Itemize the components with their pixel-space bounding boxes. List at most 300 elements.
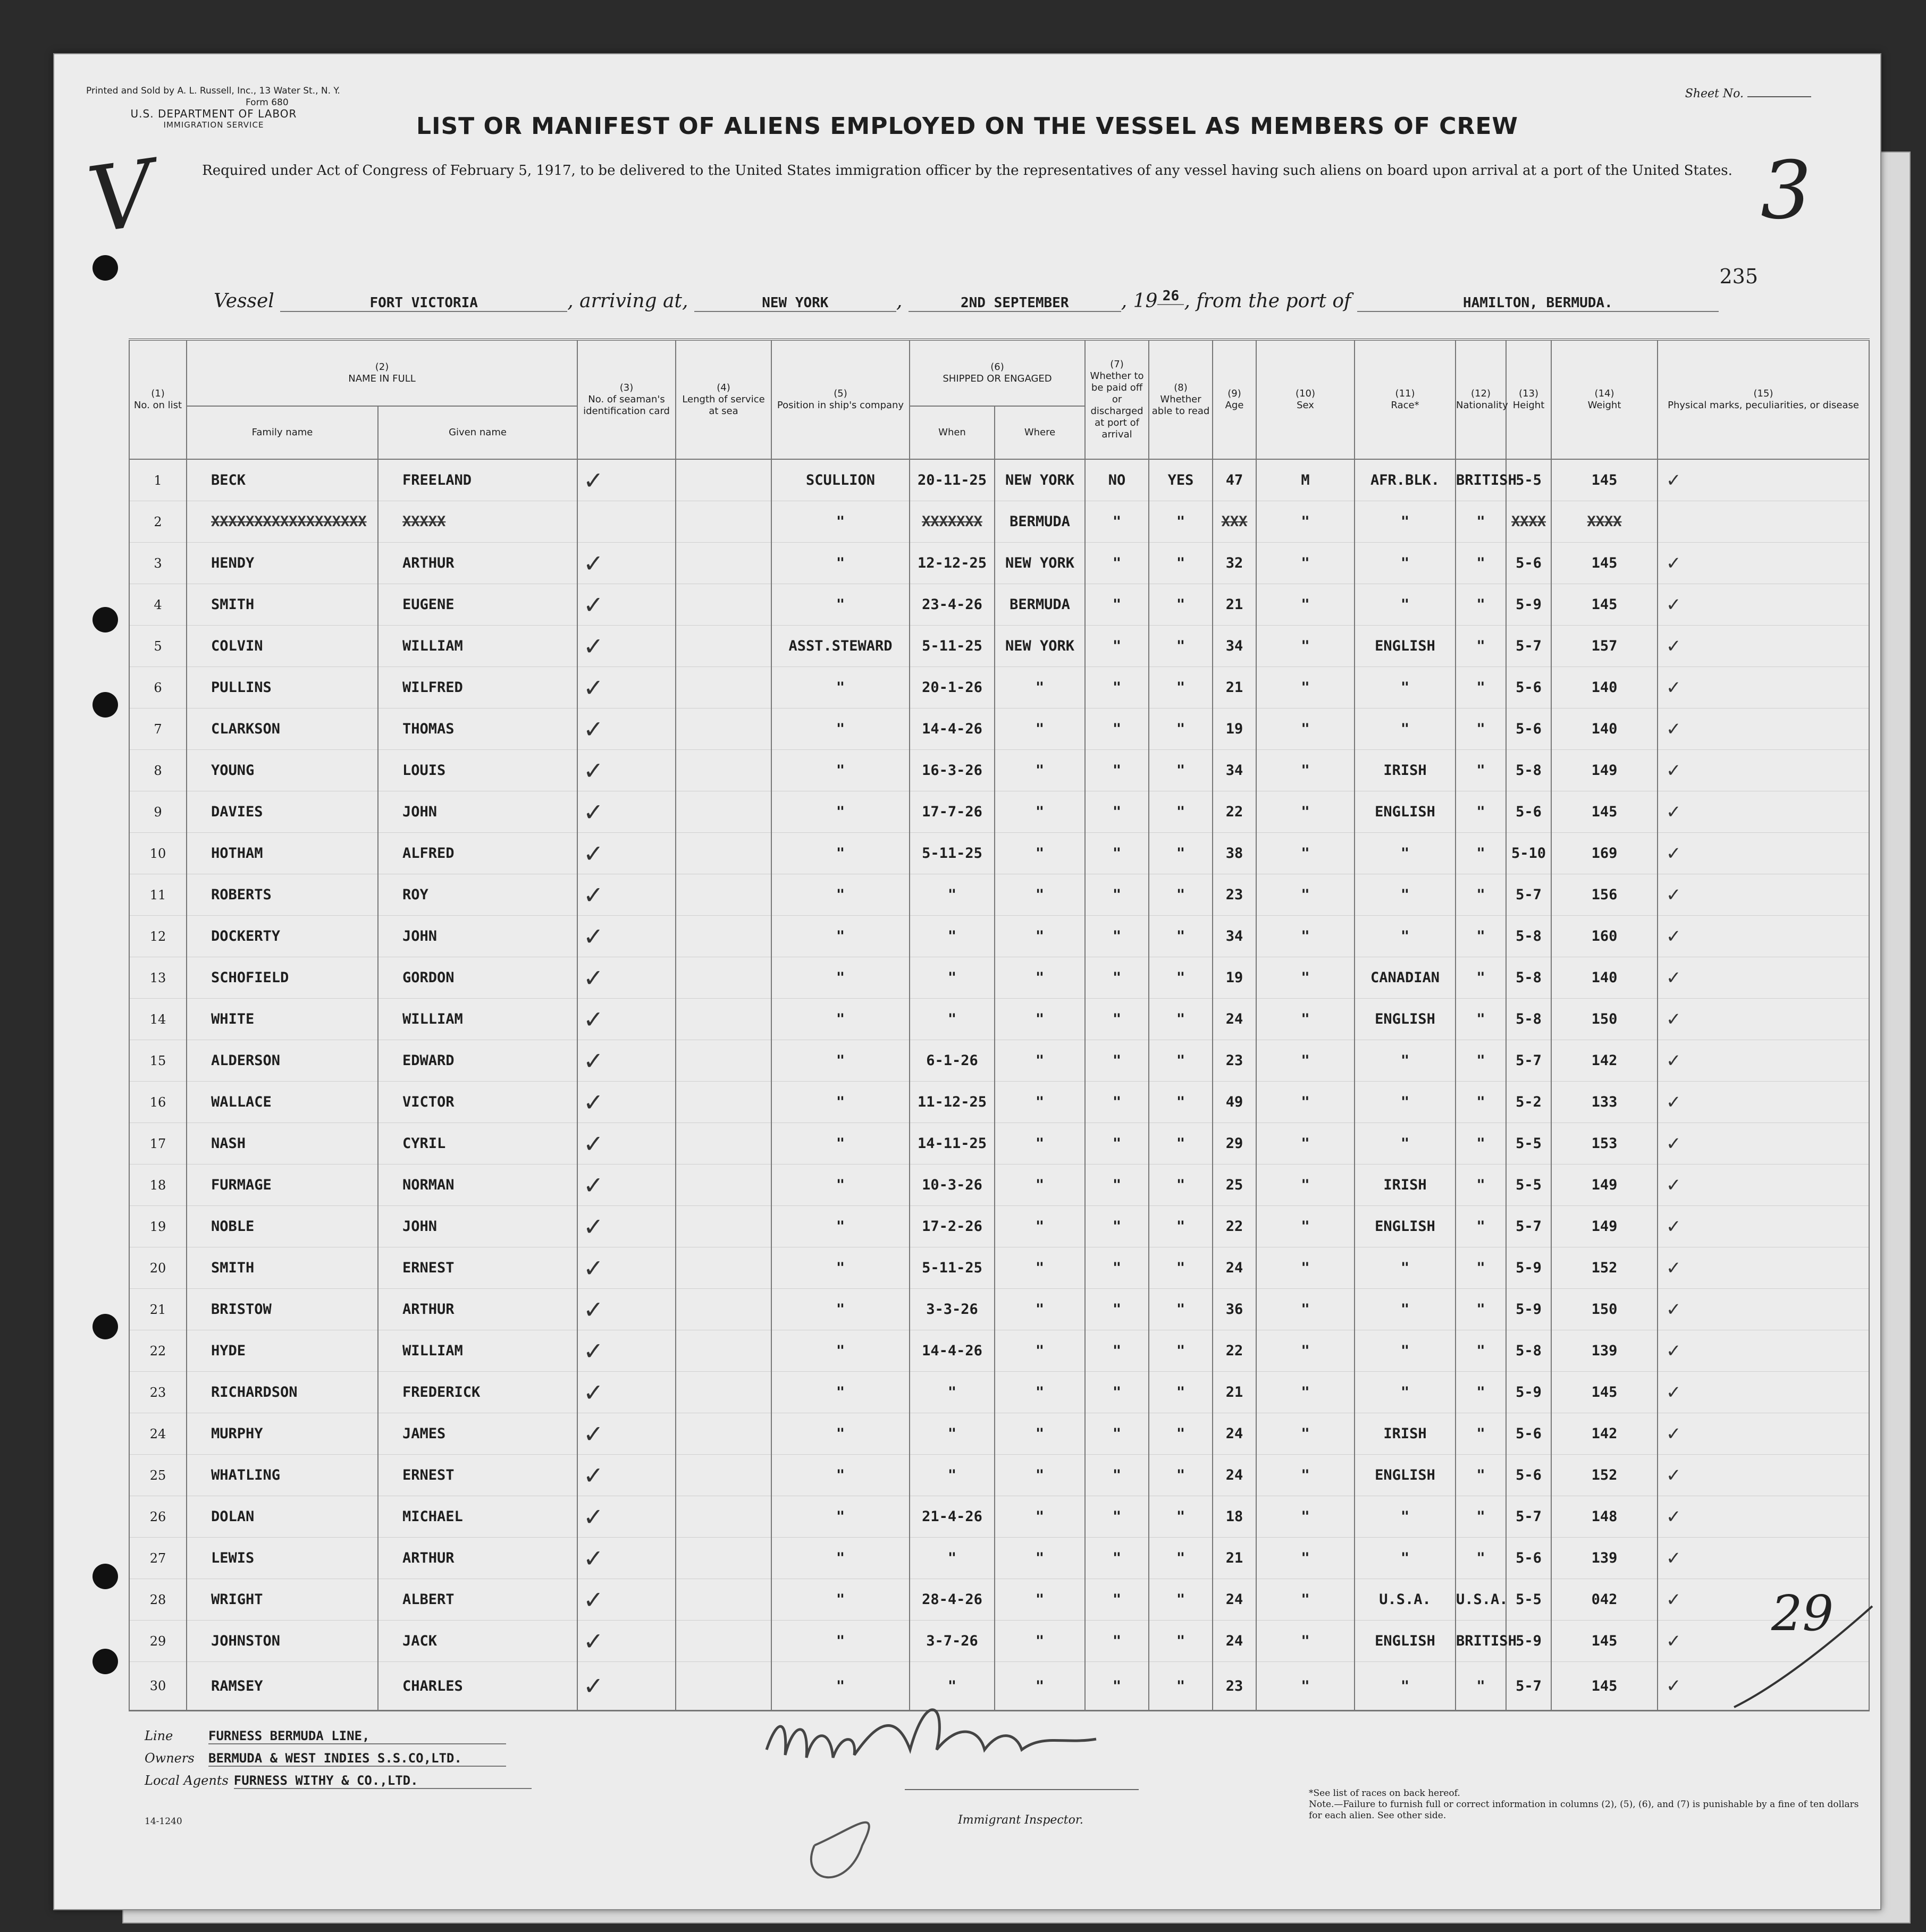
physical-marks-cell — [1658, 501, 1869, 543]
row-number-cell: 3 — [129, 543, 187, 584]
height-cell: 5-9 — [1506, 1247, 1551, 1289]
voyage-line: Vessel FORT VICTORIA , arriving at, NEW YORK , 2ND SEPTEMBER , 19 26 , from the port of HAMILTON, BERMUDA. — [214, 288, 1719, 312]
family-name-cell: HENDY — [187, 543, 378, 584]
height-cell: 5-6 — [1506, 708, 1551, 750]
table-row — [129, 459, 1869, 501]
able-to-read-cell: " — [1149, 1662, 1213, 1711]
paid-off-cell: " — [1085, 1040, 1149, 1082]
page-subtitle: Required under Act of Congress of February 5, 1917, to be delivered to the United States immigration officer by the representatives of any vessel having such aliens on board upon arrival at a port of the United States. — [202, 163, 1732, 179]
nationality-cell: " — [1456, 1330, 1506, 1372]
line-value: FURNESS BERMUDA LINE, — [208, 1728, 506, 1744]
table-row — [129, 1413, 1869, 1455]
owners-value: BERMUDA & WEST INDIES S.S.CO,LTD. — [208, 1751, 506, 1767]
age-cell: 24 — [1213, 1579, 1256, 1621]
height-cell: 5-5 — [1506, 1123, 1551, 1165]
weight-cell: 169 — [1551, 833, 1658, 874]
race-cell: " — [1355, 1289, 1456, 1330]
sex-cell: " — [1256, 1579, 1355, 1621]
height-cell: 5-8 — [1506, 957, 1551, 999]
physical-marks-cell: ✓ — [1658, 1330, 1869, 1372]
col-header-position: (5) Position in ship's company — [771, 340, 910, 459]
shipped-where-cell: " — [995, 1289, 1085, 1330]
col-header-name: (2) NAME IN FULL — [187, 340, 577, 406]
paid-off-cell: " — [1085, 1662, 1149, 1711]
given-name-cell: WILFRED — [378, 667, 577, 708]
punch-hole — [92, 607, 118, 632]
service-length-cell — [676, 1206, 771, 1247]
service-length-cell — [676, 874, 771, 916]
shipped-where-cell: " — [995, 667, 1085, 708]
col-header-paid-off: (7) Whether to be paid off or discharged at port of arrival — [1085, 340, 1149, 459]
family-name-cell: ALDERSON — [187, 1040, 378, 1082]
shipped-where-cell: " — [995, 791, 1085, 833]
given-name-cell: JACK — [378, 1621, 577, 1662]
able-to-read-cell: " — [1149, 1206, 1213, 1247]
position-cell: " — [771, 1538, 910, 1579]
nationality-cell: " — [1456, 1165, 1506, 1206]
age-cell: 24 — [1213, 1621, 1256, 1662]
shipped-where-cell: " — [995, 1330, 1085, 1372]
from-label: , from the port of — [1184, 290, 1351, 312]
family-name-cell: HOTHAM — [187, 833, 378, 874]
physical-marks-cell: ✓ — [1658, 584, 1869, 626]
shipped-when-cell: " — [910, 1538, 995, 1579]
family-name-cell: MURPHY — [187, 1413, 378, 1455]
row-number-cell: 11 — [129, 874, 187, 916]
row-number-cell: 13 — [129, 957, 187, 999]
service-length-cell — [676, 543, 771, 584]
service-length-cell — [676, 708, 771, 750]
service-length-cell — [676, 957, 771, 999]
sex-cell: " — [1256, 1082, 1355, 1123]
family-name-cell: WHITE — [187, 999, 378, 1040]
printer-line: Printed and Sold by A. L. Russell, Inc., 13 Water St., N. Y. — [86, 86, 340, 96]
age-cell: 23 — [1213, 1662, 1256, 1711]
weight-cell: 145 — [1551, 584, 1658, 626]
height-cell: 5-2 — [1506, 1082, 1551, 1123]
shipped-where-cell: " — [995, 1662, 1085, 1711]
nationality-cell: " — [1456, 1662, 1506, 1711]
service-length-cell — [676, 999, 771, 1040]
family-name-cell: DOLAN — [187, 1496, 378, 1538]
height-cell: 5-8 — [1506, 1330, 1551, 1372]
handwritten-total-stroke — [1729, 1585, 1878, 1718]
owners-label: Owners — [145, 1751, 195, 1766]
id-card-check-cell: ✓ — [577, 1206, 676, 1247]
physical-marks-cell: ✓ — [1658, 1082, 1869, 1123]
physical-marks-cell: ✓ — [1658, 1662, 1869, 1711]
col-header-given-name: Given name — [378, 406, 577, 459]
paid-off-cell: " — [1085, 1413, 1149, 1455]
weight-cell: 142 — [1551, 1413, 1658, 1455]
paid-off-cell: " — [1085, 750, 1149, 791]
family-name-cell: SCHOFIELD — [187, 957, 378, 999]
paid-off-cell: " — [1085, 833, 1149, 874]
weight-cell: 152 — [1551, 1247, 1658, 1289]
service-length-cell — [676, 1040, 771, 1082]
id-card-check-cell: ✓ — [577, 459, 676, 501]
race-cell: " — [1355, 1247, 1456, 1289]
weight-cell: 145 — [1551, 1662, 1658, 1711]
height-cell: 5-8 — [1506, 750, 1551, 791]
shipped-where-cell: " — [995, 1538, 1085, 1579]
id-card-check-cell: ✓ — [577, 1496, 676, 1538]
row-number-cell: 8 — [129, 750, 187, 791]
family-name-cell: YOUNG — [187, 750, 378, 791]
col-header-sex: (10) Sex — [1256, 340, 1355, 459]
weight-cell: 133 — [1551, 1082, 1658, 1123]
able-to-read-cell: " — [1149, 999, 1213, 1040]
able-to-read-cell: " — [1149, 1165, 1213, 1206]
position-cell: " — [771, 1372, 910, 1413]
shipped-where-cell: " — [995, 1621, 1085, 1662]
col-header-shipped: (6) SHIPPED OR ENGAGED — [910, 340, 1085, 406]
age-cell: 49 — [1213, 1082, 1256, 1123]
family-name-cell: SMITH — [187, 584, 378, 626]
paid-off-cell: " — [1085, 584, 1149, 626]
able-to-read-cell: " — [1149, 1289, 1213, 1330]
failure-note: Note.—Failure to furnish full or correct information in columns (2), (5), (6), and (7) is punishable by a fine of ten dollars for each alien. See other side. — [1309, 1799, 1859, 1821]
service-length-cell — [676, 626, 771, 667]
height-cell: 5-6 — [1506, 667, 1551, 708]
weight-cell: 156 — [1551, 874, 1658, 916]
position-cell: " — [771, 1123, 910, 1165]
physical-marks-cell: ✓ — [1658, 1247, 1869, 1289]
table-row — [129, 791, 1869, 833]
weight-cell: 160 — [1551, 916, 1658, 957]
arrival-port: NEW YORK — [694, 295, 896, 312]
id-card-check-cell: ✓ — [577, 1455, 676, 1496]
race-cell: IRISH — [1355, 1413, 1456, 1455]
service-length-cell — [676, 1372, 771, 1413]
weight-cell: 139 — [1551, 1330, 1658, 1372]
paid-off-cell: " — [1085, 1206, 1149, 1247]
height-cell: 5-9 — [1506, 584, 1551, 626]
sex-cell: " — [1256, 501, 1355, 543]
shipped-where-cell: " — [995, 1165, 1085, 1206]
race-cell: " — [1355, 543, 1456, 584]
position-cell: " — [771, 874, 910, 916]
age-cell: 21 — [1213, 584, 1256, 626]
physical-marks-cell: ✓ — [1658, 1621, 1869, 1662]
nationality-cell: " — [1456, 1496, 1506, 1538]
sex-cell: " — [1256, 1206, 1355, 1247]
age-cell: 21 — [1213, 1538, 1256, 1579]
physical-marks-cell: ✓ — [1658, 1413, 1869, 1455]
handwritten-mark-left: V — [81, 140, 161, 254]
shipped-when-cell: 20-1-26 — [910, 667, 995, 708]
shipped-when-cell: 17-2-26 — [910, 1206, 995, 1247]
vessel-label: Vessel — [214, 290, 274, 312]
line-row — [145, 1728, 532, 1751]
physical-marks-cell: ✓ — [1658, 1579, 1869, 1621]
shipped-when-cell: 5-11-25 — [910, 833, 995, 874]
able-to-read-cell: " — [1149, 1579, 1213, 1621]
shipped-when-cell: 21-4-26 — [910, 1496, 995, 1538]
id-card-check-cell: ✓ — [577, 999, 676, 1040]
departure-port: HAMILTON, BERMUDA. — [1357, 295, 1719, 312]
paid-off-cell: " — [1085, 1538, 1149, 1579]
col-header-family-name: Family name — [187, 406, 378, 459]
row-number-cell: 29 — [129, 1621, 187, 1662]
service-length-cell — [676, 1082, 771, 1123]
col-header-marks: (15) Physical marks, peculiarities, or disease — [1658, 340, 1869, 459]
sex-cell: " — [1256, 1165, 1355, 1206]
service-length-cell — [676, 1123, 771, 1165]
weight-cell: 152 — [1551, 1455, 1658, 1496]
shipped-when-cell: " — [910, 1455, 995, 1496]
given-name-cell: ARTHUR — [378, 1538, 577, 1579]
given-name-cell: JOHN — [378, 1206, 577, 1247]
id-card-check-cell: ✓ — [577, 1123, 676, 1165]
age-cell: 32 — [1213, 543, 1256, 584]
col-header-number: (1) No. on list — [129, 340, 187, 459]
weight-cell: 042 — [1551, 1579, 1658, 1621]
given-name-cell: LOUIS — [378, 750, 577, 791]
shipped-when-cell: 3-3-26 — [910, 1289, 995, 1330]
handwritten-mark-right: 3 — [1761, 145, 1812, 237]
nationality-cell: " — [1456, 1455, 1506, 1496]
given-name-cell: WILLIAM — [378, 1330, 577, 1372]
row-number-cell: 14 — [129, 999, 187, 1040]
weight-cell: 150 — [1551, 1289, 1658, 1330]
able-to-read-cell: " — [1149, 543, 1213, 584]
able-to-read-cell: YES — [1149, 459, 1213, 501]
shipped-when-cell: " — [910, 1372, 995, 1413]
given-name-cell: WILLIAM — [378, 626, 577, 667]
shipped-where-cell: " — [995, 957, 1085, 999]
service-length-cell — [676, 667, 771, 708]
given-name-cell: EUGENE — [378, 584, 577, 626]
given-name-cell: EDWARD — [378, 1040, 577, 1082]
age-cell: 23 — [1213, 1040, 1256, 1082]
able-to-read-cell: " — [1149, 916, 1213, 957]
service-length-cell — [676, 1621, 771, 1662]
shipped-where-cell: BERMUDA — [995, 584, 1085, 626]
sex-cell: " — [1256, 667, 1355, 708]
race-cell: " — [1355, 1082, 1456, 1123]
weight-cell: XXXX — [1551, 501, 1658, 543]
position-cell: " — [771, 1413, 910, 1455]
weight-cell: 140 — [1551, 957, 1658, 999]
shipped-where-cell: " — [995, 1040, 1085, 1082]
physical-marks-cell: ✓ — [1658, 999, 1869, 1040]
able-to-read-cell: " — [1149, 584, 1213, 626]
id-card-check-cell: ✓ — [577, 750, 676, 791]
able-to-read-cell: " — [1149, 957, 1213, 999]
age-cell: 24 — [1213, 1413, 1256, 1455]
position-cell: " — [771, 1247, 910, 1289]
shipped-where-cell: " — [995, 1579, 1085, 1621]
shipped-when-cell: 12-12-25 — [910, 543, 995, 584]
physical-marks-cell: ✓ — [1658, 1289, 1869, 1330]
table-row — [129, 1165, 1869, 1206]
manifest-rows — [129, 459, 1869, 1711]
height-cell: XXXX — [1506, 501, 1551, 543]
row-number-cell: 30 — [129, 1662, 187, 1711]
paid-off-cell: " — [1085, 1082, 1149, 1123]
height-cell: 5-5 — [1506, 459, 1551, 501]
table-row — [129, 708, 1869, 750]
form-line: Form 680 — [246, 97, 289, 108]
shipped-when-cell: 17-7-26 — [910, 791, 995, 833]
age-cell: 24 — [1213, 999, 1256, 1040]
page-number: 235 — [1719, 265, 1758, 288]
physical-marks-cell: ✓ — [1658, 1040, 1869, 1082]
paid-off-cell: " — [1085, 999, 1149, 1040]
given-name-cell: GORDON — [378, 957, 577, 999]
position-cell: " — [771, 791, 910, 833]
shipped-where-cell: " — [995, 1372, 1085, 1413]
physical-marks-cell: ✓ — [1658, 874, 1869, 916]
service-length-cell — [676, 1538, 771, 1579]
race-cell: " — [1355, 501, 1456, 543]
shipped-where-cell: " — [995, 750, 1085, 791]
paid-off-cell: " — [1085, 1579, 1149, 1621]
given-name-cell: CYRIL — [378, 1123, 577, 1165]
id-card-check-cell: ✓ — [577, 916, 676, 957]
weight-cell: 145 — [1551, 1621, 1658, 1662]
service-length-cell — [676, 584, 771, 626]
position-cell: " — [771, 1662, 910, 1711]
sheet-number — [1685, 87, 1811, 100]
punch-hole — [92, 1564, 118, 1589]
height-cell: 5-7 — [1506, 1040, 1551, 1082]
given-name-cell: ARTHUR — [378, 1289, 577, 1330]
age-cell: XXX — [1213, 501, 1256, 543]
physical-marks-cell: ✓ — [1658, 957, 1869, 999]
sex-cell: " — [1256, 791, 1355, 833]
punch-hole — [92, 1649, 118, 1674]
nationality-cell: U.S.A. — [1456, 1579, 1506, 1621]
race-cell: ENGLISH — [1355, 1206, 1456, 1247]
family-name-cell: PULLINS — [187, 667, 378, 708]
height-cell: 5-6 — [1506, 1538, 1551, 1579]
id-card-check-cell: ✓ — [577, 957, 676, 999]
physical-marks-cell: ✓ — [1658, 1372, 1869, 1413]
nationality-cell: " — [1456, 543, 1506, 584]
height-cell: 5-10 — [1506, 833, 1551, 874]
race-cell: " — [1355, 667, 1456, 708]
table-row — [129, 1247, 1869, 1289]
height-cell: 5-5 — [1506, 1579, 1551, 1621]
shipped-when-cell: 10-3-26 — [910, 1165, 995, 1206]
vessel-name: FORT VICTORIA — [280, 295, 567, 312]
physical-marks-cell: ✓ — [1658, 543, 1869, 584]
position-cell: " — [771, 1082, 910, 1123]
nationality-cell: " — [1456, 667, 1506, 708]
paid-off-cell: " — [1085, 1621, 1149, 1662]
position-cell: " — [771, 667, 910, 708]
paid-off-cell: " — [1085, 1289, 1149, 1330]
shipped-when-cell: " — [910, 1662, 995, 1711]
height-cell: 5-6 — [1506, 791, 1551, 833]
given-name-cell: JOHN — [378, 791, 577, 833]
weight-cell: 142 — [1551, 1040, 1658, 1082]
department-name: U.S. DEPARTMENT OF LABOR — [130, 107, 297, 120]
given-name-cell: ERNEST — [378, 1247, 577, 1289]
inspector-signature — [735, 1670, 1213, 1893]
shipped-when-cell: 14-11-25 — [910, 1123, 995, 1165]
nationality-cell: " — [1456, 1289, 1506, 1330]
able-to-read-cell: " — [1149, 1330, 1213, 1372]
age-cell: 36 — [1213, 1289, 1256, 1330]
shipped-when-cell: " — [910, 1413, 995, 1455]
physical-marks-cell: ✓ — [1658, 708, 1869, 750]
family-name-cell: ROBERTS — [187, 874, 378, 916]
agents-label: Local Agents — [145, 1773, 229, 1788]
position-cell: " — [771, 916, 910, 957]
table-row — [129, 1206, 1869, 1247]
row-number-cell: 10 — [129, 833, 187, 874]
given-name-cell: FREELAND — [378, 459, 577, 501]
sheet-number-label: Sheet No. — [1685, 87, 1744, 100]
position-cell: SCULLION — [771, 459, 910, 501]
shipped-where-cell: " — [995, 1082, 1085, 1123]
able-to-read-cell: " — [1149, 874, 1213, 916]
page-title: LIST OR MANIFEST OF ALIENS EMPLOYED ON THE VESSEL AS MEMBERS OF CREW — [416, 113, 1518, 140]
height-cell: 5-5 — [1506, 1165, 1551, 1206]
race-cell: U.S.A. — [1355, 1579, 1456, 1621]
row-number-cell: 20 — [129, 1247, 187, 1289]
col-header-read: (8) Whether able to read — [1149, 340, 1213, 459]
race-cell: ENGLISH — [1355, 626, 1456, 667]
row-number-cell: 23 — [129, 1372, 187, 1413]
row-number-cell: 27 — [129, 1538, 187, 1579]
service-length-cell — [676, 750, 771, 791]
shipped-where-cell: BERMUDA — [995, 501, 1085, 543]
given-name-cell: JOHN — [378, 916, 577, 957]
service-length-cell — [676, 1165, 771, 1206]
sex-cell: " — [1256, 1372, 1355, 1413]
shipped-when-cell: 6-1-26 — [910, 1040, 995, 1082]
race-cell: " — [1355, 1662, 1456, 1711]
height-cell: 5-8 — [1506, 916, 1551, 957]
shipped-when-cell: 11-12-25 — [910, 1082, 995, 1123]
id-card-check-cell: ✓ — [577, 1662, 676, 1711]
nationality-cell: " — [1456, 1538, 1506, 1579]
agents-row — [145, 1773, 532, 1795]
table-row — [129, 1496, 1869, 1538]
position-cell: " — [771, 957, 910, 999]
shipped-where-cell: " — [995, 1247, 1085, 1289]
given-name-cell: VICTOR — [378, 1082, 577, 1123]
sex-cell: " — [1256, 1455, 1355, 1496]
family-name-cell: LEWIS — [187, 1538, 378, 1579]
physical-marks-cell: ✓ — [1658, 1538, 1869, 1579]
service-length-cell — [676, 1579, 771, 1621]
id-card-check-cell: ✓ — [577, 1165, 676, 1206]
manifest-sheet — [53, 53, 1881, 1910]
given-name-cell: JAMES — [378, 1413, 577, 1455]
crew-manifest-table — [129, 339, 1870, 1711]
given-name-cell: ALBERT — [378, 1579, 577, 1621]
paid-off-cell: " — [1085, 626, 1149, 667]
shipped-where-cell: " — [995, 999, 1085, 1040]
age-cell: 34 — [1213, 916, 1256, 957]
family-name-cell: RAMSEY — [187, 1662, 378, 1711]
height-cell: 5-9 — [1506, 1621, 1551, 1662]
physical-marks-cell: ✓ — [1658, 1165, 1869, 1206]
shipped-when-cell: 20-11-25 — [910, 459, 995, 501]
col-header-when: When — [910, 406, 995, 459]
able-to-read-cell: " — [1149, 1538, 1213, 1579]
id-card-check-cell: ✓ — [577, 874, 676, 916]
race-cell: " — [1355, 833, 1456, 874]
family-name-cell: DAVIES — [187, 791, 378, 833]
physical-marks-cell: ✓ — [1658, 667, 1869, 708]
given-name-cell: CHARLES — [378, 1662, 577, 1711]
